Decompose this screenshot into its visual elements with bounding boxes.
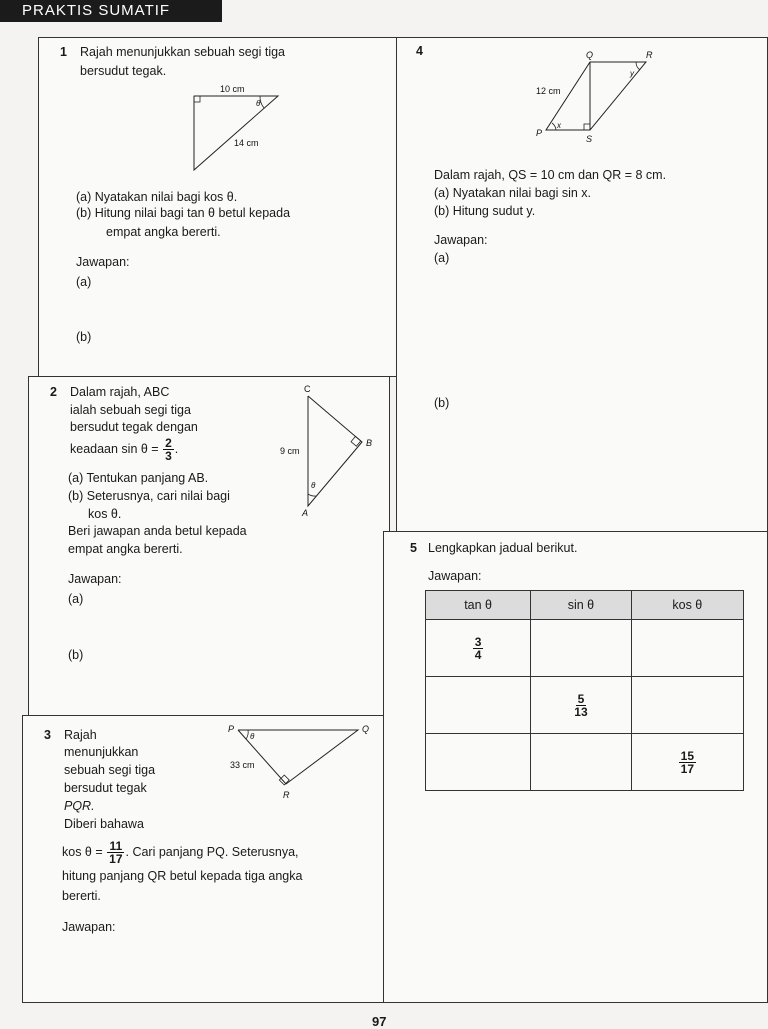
question-3-line-5: PQR.: [64, 799, 95, 813]
question-2-label-b: B: [366, 438, 373, 448]
question-1-part-b-line-2: empat angka bererti.: [106, 225, 221, 239]
question-4-part-a: (a) Nyatakan nilai bagi sin x.: [434, 186, 592, 200]
trig-table-header-sin: sin θ: [531, 591, 631, 620]
question-2-label-angle: θ: [311, 481, 316, 490]
question-2-line-4: [70, 437, 178, 462]
trig-table-fraction-denominator: 17: [680, 761, 694, 776]
trig-table-cell: [426, 620, 531, 677]
question-1-answer-a: (a): [76, 275, 92, 289]
question-2-part-a: (a) Tentukan panjang AB.: [68, 471, 209, 485]
trig-table-cell[interactable]: [426, 734, 531, 791]
question-2-answer-a: (a): [68, 592, 84, 606]
question-2-answer-label: Jawapan:: [68, 572, 122, 586]
trig-table-cell[interactable]: [631, 677, 743, 734]
question-4-answer-b: (b): [434, 396, 450, 410]
trig-table-header-kos: kos θ: [631, 591, 743, 620]
question-2-label-a: A: [302, 508, 309, 518]
question-1-answer-label: Jawapan:: [76, 255, 130, 269]
question-1-number: 1: [60, 45, 67, 59]
question-2-label-side: 9 cm: [280, 446, 300, 456]
question-3-line-4: bersudut tegak: [64, 781, 147, 795]
question-3-label-side: 33 cm: [230, 760, 255, 770]
question-3-line-6: Diberi bahawa: [64, 817, 144, 831]
trig-table-row: [426, 734, 744, 791]
question-1-answer-b: (b): [76, 330, 92, 344]
question-3-number: 3: [44, 728, 51, 742]
page-number: 97: [372, 1014, 387, 1029]
question-4-label-s: S: [586, 134, 593, 144]
question-4-number: 4: [416, 44, 423, 58]
question-4-answer-label: Jawapan:: [434, 233, 488, 247]
section-header: PRAKTIS SUMATIF: [0, 0, 222, 22]
trig-table-header-row: [426, 591, 744, 620]
question-3-label-q: Q: [362, 724, 370, 734]
question-3-line-9: bererti.: [62, 889, 101, 903]
question-2-line-1: Dalam rajah, ABC: [70, 385, 170, 399]
question-3-label-r: R: [283, 790, 290, 800]
question-3-triangle-diagram: [228, 722, 378, 802]
question-3-line-7-suffix: . Cari panjang PQ. Seterusnya,: [125, 844, 299, 859]
question-4-label-y: y: [630, 69, 634, 78]
trig-table-cell: [631, 734, 743, 791]
question-4-part-b: (b) Hitung sudut y.: [434, 204, 536, 218]
trig-table-cell[interactable]: [426, 677, 531, 734]
question-3-line-7: [62, 840, 299, 865]
trig-table-fraction-numerator: 15: [680, 748, 694, 763]
question-4-label-p: P: [536, 128, 543, 138]
question-4-label-x: x: [557, 121, 561, 130]
question-1-label-top: 10 cm: [220, 84, 245, 94]
question-2-note-line-2: empat angka bererti.: [68, 542, 183, 556]
trig-table-fraction-numerator: 3: [474, 634, 482, 649]
trig-table-cell[interactable]: [531, 734, 631, 791]
question-3-fraction-denominator: 17: [109, 852, 123, 866]
question-2-fraction: [163, 437, 174, 462]
question-1-part-b-line-1: (b) Hitung nilai bagi tan θ betul kepada: [76, 206, 291, 220]
trig-table-row: [426, 677, 744, 734]
question-4-parallelogram-diagram: [530, 50, 660, 145]
trig-table-fraction-denominator: 13: [574, 704, 588, 719]
question-2-part-b-line-2: kos θ.: [88, 507, 122, 521]
question-1-label-hypotenuse: 14 cm: [234, 138, 259, 148]
question-3-fraction-numerator: 11: [109, 839, 123, 853]
question-3-fraction: [107, 840, 124, 865]
question-5-answer-label: Jawapan:: [428, 569, 482, 583]
question-5-number: 5: [410, 541, 417, 555]
trig-table: [425, 590, 744, 791]
trig-table-cell: [531, 677, 631, 734]
question-2-label-c: C: [304, 384, 311, 394]
trig-table-header-tan: tan θ: [426, 591, 531, 620]
question-2-number: 2: [50, 385, 57, 399]
question-3-label-p: P: [228, 724, 235, 734]
question-4-answer-a: (a): [434, 251, 450, 265]
question-5-line-1: Lengkapkan jadual berikut.: [428, 541, 578, 555]
question-4-label-q: Q: [586, 50, 594, 60]
question-1-line-2: bersudut tegak.: [80, 64, 167, 78]
question-2-part-b-line-1: (b) Seterusnya, cari nilai bagi: [68, 489, 230, 503]
trig-table-row: [426, 620, 744, 677]
question-2-line-3: bersudut tegak dengan: [70, 420, 198, 434]
question-2-fraction-numerator: 2: [165, 436, 172, 450]
question-3-line-7-prefix: kos θ =: [62, 844, 103, 859]
question-2-triangle-diagram: [280, 382, 380, 522]
question-3-answer-label: Jawapan:: [62, 920, 116, 934]
question-1-label-angle: θ: [256, 99, 261, 108]
question-1-triangle-diagram: [190, 82, 290, 177]
question-3-label-angle: θ: [250, 732, 255, 741]
question-4-line-1: Dalam rajah, QS = 10 cm dan QR = 8 cm.: [434, 168, 667, 182]
question-4-label-r: R: [646, 50, 653, 60]
question-1-part-a: (a) Nyatakan nilai bagi kos θ.: [76, 190, 238, 204]
question-2-fraction-denominator: 3: [165, 449, 172, 463]
question-2-note-line-1: Beri jawapan anda betul kepada: [68, 524, 247, 538]
trig-table-cell[interactable]: [631, 620, 743, 677]
question-2-line-4-prefix: keadaan sin θ =: [70, 441, 159, 456]
question-3-line-3: sebuah segi tiga: [64, 763, 156, 777]
trig-table-fraction-denominator: 4: [474, 647, 482, 662]
question-4-label-side: 12 cm: [536, 86, 561, 96]
question-2-line-4-suffix: .: [174, 441, 179, 456]
question-2-answer-b: (b): [68, 648, 84, 662]
question-3-line-1: Rajah: [64, 728, 97, 742]
question-1-line-1: Rajah menunjukkan sebuah segi tiga: [80, 45, 285, 59]
question-2-line-2: ialah sebuah segi tiga: [70, 403, 191, 417]
question-3-line-8: hitung panjang QR betul kepada tiga angka: [62, 869, 303, 883]
trig-table-cell[interactable]: [531, 620, 631, 677]
question-3-line-2: menunjukkan: [64, 745, 139, 759]
trig-table-fraction-numerator: 5: [577, 691, 585, 706]
